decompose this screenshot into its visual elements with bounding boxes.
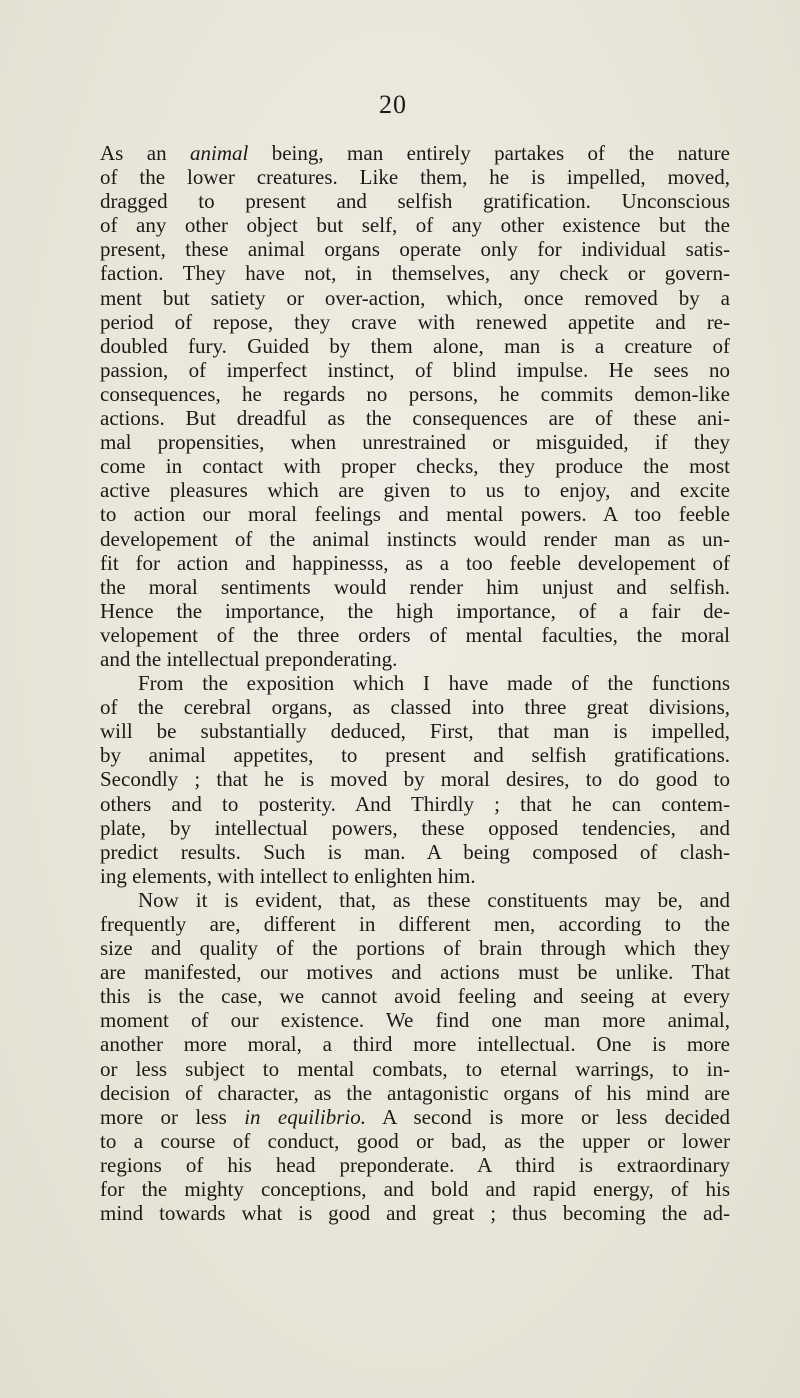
text-line: will be substantially deduced, First, that man is impelled,	[100, 719, 730, 744]
text-line: From the exposition which I have made of the functions	[138, 671, 730, 696]
text-segment: being, man entirely partakes of the nature	[248, 141, 730, 165]
page-number: 20	[379, 90, 407, 119]
text-line: are manifested, our motives and actions must be unlike. That	[100, 960, 730, 985]
italic-text: animal	[189, 141, 249, 165]
text-line: moment of our existence. We find one man more animal,	[100, 1008, 730, 1033]
text-line: ment but satiety or over-action, which, once removed by a	[100, 285, 730, 310]
text-line: Now it is evident, that, as these constituents may be, and	[138, 887, 730, 912]
text-line: to a course of conduct, good or bad, as the upper or lower	[100, 1128, 730, 1153]
italic-text: in equilibrio.	[244, 1104, 366, 1129]
text-line: consequences, he regards no persons, he commits demon-like	[100, 381, 730, 406]
text-line: Secondly ; that he is moved by moral desires, to do good to	[100, 767, 730, 792]
text-line: the moral sentiments would render him unjust and selfish.	[100, 574, 730, 599]
text-line: doubled fury. Guided by them alone, man is a creature of	[100, 333, 730, 358]
text-line: faction. They have not, in themselves, any check or govern-	[100, 261, 730, 286]
text-line: plate, by intellectual powers, these opposed tendencies, and	[100, 815, 730, 840]
text-line: by animal appetites, to present and selfish gratifications.	[100, 743, 730, 768]
text-line: period of repose, they crave with renewed appetite and re-	[100, 309, 730, 334]
text-segment: A second is more or less decided	[365, 1104, 730, 1129]
text-line: present, these animal organs operate only for individual satis-	[100, 237, 730, 262]
body-text	[100, 141, 730, 1225]
text-line: developement of the animal instincts would render man as un-	[100, 526, 730, 551]
text-line: dragged to present and selfish gratification. Unconscious	[100, 189, 730, 214]
text-line: Hence the importance, the high importance, of a fair de-	[100, 598, 730, 623]
text-line: active pleasures which are given to us to enjoy, and excite	[100, 478, 730, 503]
text-line: fit for action and happinesss, as a too feeble developement of	[100, 550, 730, 575]
text-line: come in contact with proper checks, they produce the most	[100, 454, 730, 479]
text-segment: more or less	[100, 1104, 245, 1129]
text-line: or less subject to mental combats, to eternal warrings, to in-	[100, 1056, 730, 1081]
text-line: another more moral, a third more intellectual. One is more	[100, 1032, 730, 1057]
text-segment: As an	[100, 141, 190, 165]
text-line: predict results. Such is man. A being composed of clash-	[100, 839, 730, 864]
text-line: and the intellectual preponderating.	[100, 646, 398, 671]
text-line: actions. But dreadful as the consequences are of these ani-	[100, 406, 730, 431]
text-line	[100, 1105, 730, 1129]
text-line: this is the case, we cannot avoid feeling and seeing at every	[100, 984, 730, 1009]
text-line: mal propensities, when unrestrained or misguided, if they	[100, 430, 730, 455]
text-line: frequently are, different in different men, according to the	[100, 912, 730, 936]
text-line	[100, 141, 730, 165]
text-line: decision of character, as the antagonistic organs of his mind are	[100, 1080, 730, 1105]
text-line: of any other object but self, of any other existence but the	[100, 213, 730, 238]
text-line: of the cerebral organs, as classed into three great divisions,	[100, 695, 730, 720]
text-line: velopement of the three orders of mental faculties, the moral	[100, 622, 730, 647]
text-line: others and to posterity. And Thirdly ; that he can contem-	[100, 791, 730, 816]
text-line: of the lower creatures. Like them, he is impelled, moved,	[100, 165, 730, 190]
text-line: size and quality of the portions of brain through which they	[100, 936, 730, 961]
text-line: mind towards what is good and great ; thus becoming the ad-	[100, 1201, 730, 1226]
text-line: for the mighty conceptions, and bold and rapid energy, of his	[100, 1177, 730, 1202]
text-line: regions of his head preponderate. A third is extraordinary	[100, 1152, 730, 1177]
text-line: to action our moral feelings and mental powers. A too feeble	[100, 502, 730, 527]
text-line: ing elements, with intellect to enlighten him.	[100, 863, 476, 888]
text-line: passion, of imperfect instinct, of blind impulse. He sees no	[100, 357, 730, 382]
